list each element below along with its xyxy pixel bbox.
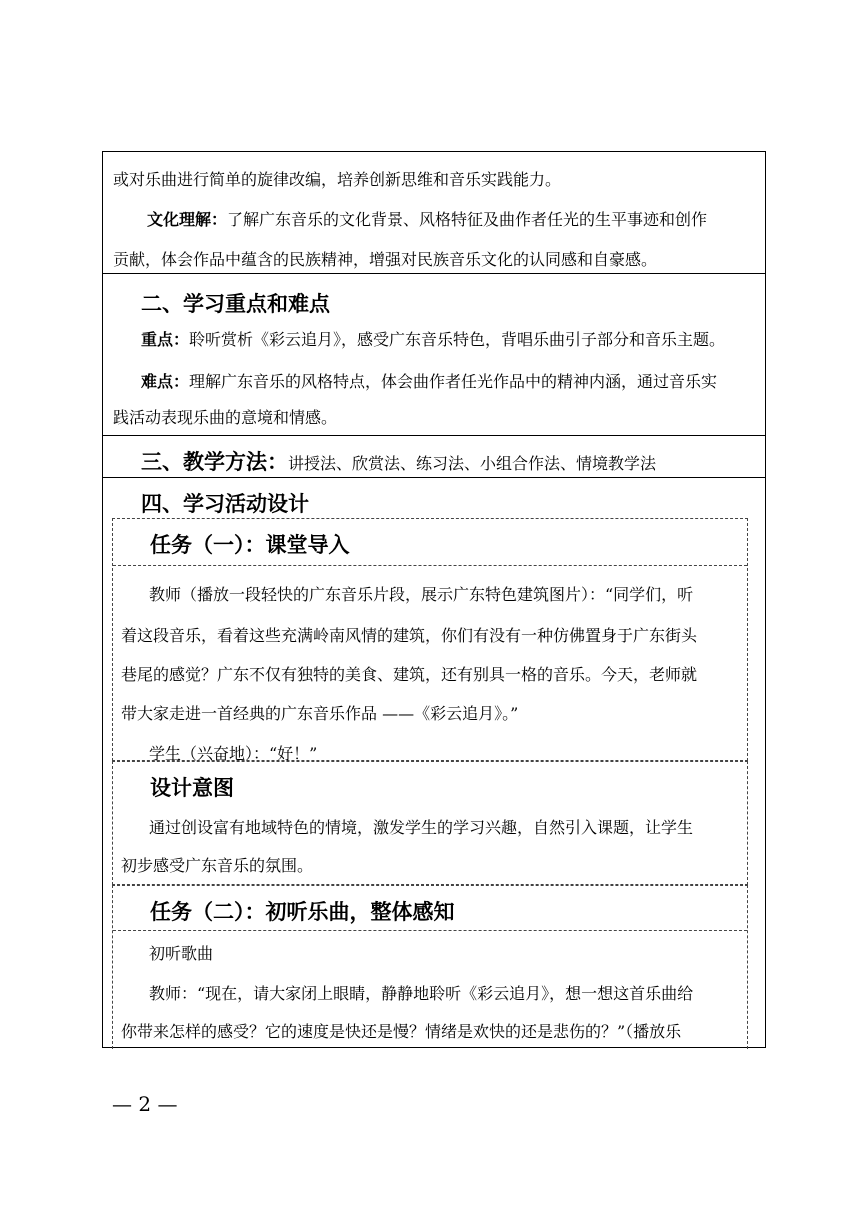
focus-row (103, 274, 765, 436)
difficulty-text: 理解广东音乐的风格特点，体会曲作者任光作品中的精神内涵，通过音乐实 (189, 372, 718, 391)
task1-box (112, 518, 748, 761)
task1-heading: 任务（一）：课堂导入 (150, 533, 350, 557)
page-number: — 2 — (112, 1092, 178, 1116)
task2-divider (113, 930, 747, 931)
methods-row (103, 436, 765, 478)
focus-heading: 二、学习重点和难点 (141, 292, 330, 316)
design-intent-line: 通过创设富有地域特色的情境，激发学生的学习兴趣，自然引入课题，让学生 (149, 818, 694, 837)
task1-line: 巷尾的感觉？广东不仅有独特的美食、建筑，还有别具一格的音乐。今天，老师就 (121, 665, 698, 684)
task2-line: 你带来怎样的感受？它的速度是快还是慢？情绪是欢快的还是悲伤的？”（播放乐 (121, 1022, 682, 1041)
culture-label: 文化理解： (147, 210, 228, 229)
methods-text: 讲授法、欣赏法、练习法、小组合作法、情境教学法 (288, 454, 657, 473)
key-label: 重点： (141, 330, 190, 349)
design-intent-box (112, 761, 748, 885)
task1-line: 教师（播放一段轻快的广东音乐片段，展示广东特色建筑图片）：“同学们，听 (149, 585, 694, 604)
task1-line: 带大家走进一首经典的广东音乐作品 ——《彩云追月》。” (121, 704, 519, 723)
task2-line: 初听歌曲 (149, 944, 214, 963)
difficulty-label: 难点： (141, 372, 190, 391)
methods-heading (141, 446, 656, 476)
difficulty-point (141, 372, 717, 392)
objectives-row (103, 152, 765, 274)
methods-label: 三、教学方法： (141, 450, 288, 474)
task1-line: 着这段音乐，看着这些充满岭南风情的建筑，你们有没有一种仿佛置身于广东街头 (121, 626, 698, 645)
difficulty-text-cont: 践活动表现乐曲的意境和情感。 (113, 408, 338, 427)
design-intent-line: 初步感受广东音乐的氛围。 (121, 856, 314, 875)
key-text: 聆听赏析《彩云追月》，感受广东音乐特色，背唱乐曲引子部分和音乐主题。 (189, 330, 726, 349)
culture-text-cont: 贡献，体会作品中蕴含的民族精神，增强对民族音乐文化的认同感和自豪感。 (113, 250, 658, 269)
activities-row (103, 478, 765, 1049)
objective-line: 或对乐曲进行简单的旋律改编，培养创新思维和音乐实践能力。 (113, 170, 562, 189)
task1-line: 学生（兴奋地）：“好！” (149, 744, 318, 763)
activities-heading: 四、学习活动设计 (141, 492, 309, 516)
key-point (141, 330, 725, 350)
task1-divider (113, 565, 747, 566)
culture-understanding (147, 210, 707, 230)
culture-text: 了解广东音乐的文化背景、风格特征及曲作者任光的生平事迹和创作 (227, 210, 708, 229)
design-intent-heading: 设计意图 (150, 776, 234, 800)
task2-box (112, 885, 748, 1049)
lesson-plan-table (102, 151, 766, 1048)
task2-line: 教师：“现在，请大家闭上眼睛，静静地聆听《彩云追月》，想一想这首乐曲给 (149, 984, 694, 1003)
task2-heading: 任务（二）：初听乐曲，整体感知 (150, 900, 455, 924)
